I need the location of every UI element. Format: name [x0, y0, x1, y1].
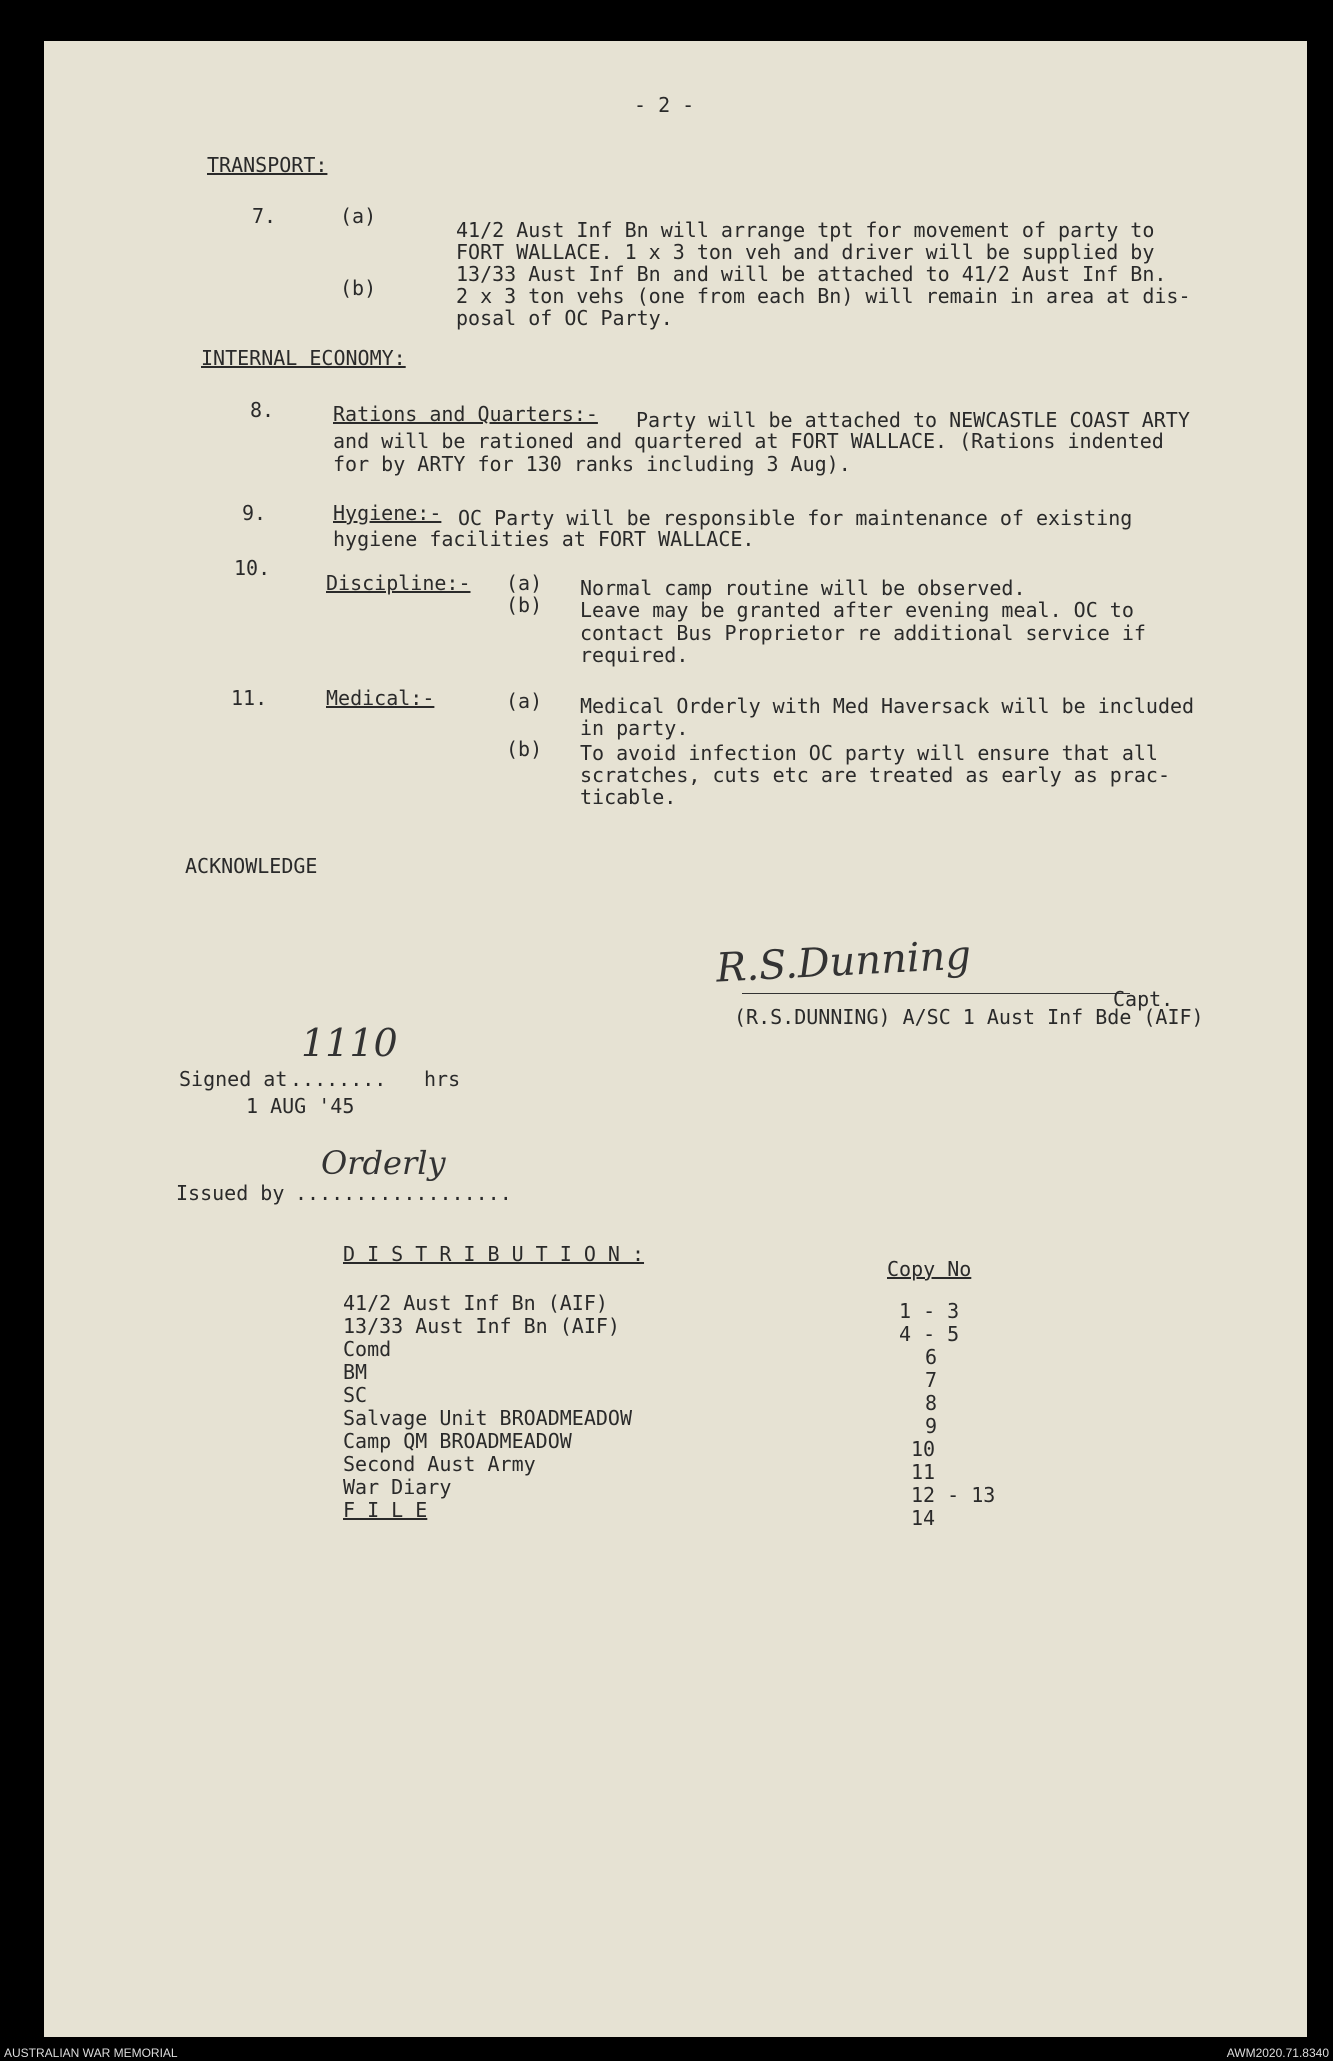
signed-time: 1110	[301, 1021, 398, 1065]
transport-heading: TRANSPORT:	[207, 153, 328, 177]
medical-b-line-1: To avoid infection OC party will ensure that all	[580, 741, 1158, 765]
page-number: - 2 -	[634, 93, 695, 117]
hygiene-label: Hygiene:-	[333, 501, 442, 525]
hygiene-line-2: hygiene facilities at FORT WALLACE.	[333, 527, 755, 551]
issued-by-label: Issued by	[176, 1181, 285, 1205]
para-7b-marker: (b)	[340, 276, 377, 300]
distribution-name: Comd	[343, 1337, 392, 1361]
signed-at-label: Signed at	[179, 1067, 288, 1091]
signed-hrs: hrs	[424, 1067, 461, 1091]
distribution-copy: 7	[925, 1368, 938, 1392]
distribution-name: 41/2 Aust Inf Bn (AIF)	[343, 1291, 608, 1315]
medical-label: Medical:-	[326, 686, 435, 710]
discipline-label: Discipline:-	[326, 571, 471, 595]
document-page	[44, 41, 1307, 2037]
discipline-b-line-3: required.	[580, 643, 689, 667]
para-7-line-1: 41/2 Aust Inf Bn will arrange tpt for movement of party to	[456, 218, 1155, 242]
handwritten-signature: R.S.Dunning	[714, 932, 973, 992]
para-8-number: 8.	[250, 398, 275, 422]
signature-rank: Capt.	[1113, 987, 1174, 1011]
issued-by-handwritten: Orderly	[321, 1144, 446, 1182]
distribution-copy: 10	[911, 1437, 936, 1461]
signed-date: 1 AUG '45	[246, 1094, 355, 1118]
signature-line	[742, 993, 1130, 994]
copy-no-header: Copy No	[887, 1257, 972, 1281]
rations-label: Rations and Quarters:-	[333, 402, 598, 426]
medical-a-line-1: Medical Orderly with Med Haversack will be included	[580, 694, 1195, 718]
para-7-number: 7.	[252, 204, 277, 228]
para-11-number: 11.	[231, 686, 268, 710]
distribution-copy: 11	[911, 1460, 936, 1484]
para-10-number: 10.	[234, 556, 271, 580]
rations-line-3: for by ARTY for 130 ranks including 3 Aug).	[333, 452, 851, 476]
para-7a-marker: (a)	[340, 204, 377, 228]
distribution-copy: 12 - 13	[911, 1483, 996, 1507]
distribution-name: 13/33 Aust Inf Bn (AIF)	[343, 1314, 620, 1338]
medical-b-marker: (b)	[506, 737, 543, 761]
footer-institution: AUSTRALIAN WAR MEMORIAL	[4, 2046, 178, 2060]
medical-b-line-3: ticable.	[580, 785, 677, 809]
discipline-a-marker: (a)	[506, 571, 543, 595]
distribution-copy: 4 - 5	[899, 1322, 960, 1346]
para-7-line-5: posal of OC Party.	[456, 306, 673, 330]
distribution-copy: 9	[925, 1414, 938, 1438]
distribution-name: Second Aust Army	[343, 1452, 536, 1476]
distribution-name: F I L E	[343, 1498, 428, 1522]
para-7-line-2: FORT WALLACE. 1 x 3 ton veh and driver will be supplied by	[456, 240, 1155, 264]
medical-a-marker: (a)	[506, 689, 543, 713]
acknowledge: ACKNOWLEDGE	[185, 854, 318, 878]
internal-economy-heading: INTERNAL ECONOMY:	[201, 346, 406, 370]
distribution-copy: 6	[925, 1345, 938, 1369]
medical-a-line-2: in party.	[580, 716, 689, 740]
distribution-name: SC	[343, 1383, 368, 1407]
rations-line-1: Party will be attached to NEWCASTLE COAST ARTY	[636, 408, 1190, 432]
distribution-copy: 1 - 3	[899, 1299, 960, 1323]
distribution-copy: 14	[911, 1506, 936, 1530]
signed-at-dots: ........	[290, 1067, 387, 1091]
para-9-number: 9.	[242, 501, 267, 525]
para-7-line-4: 2 x 3 ton vehs (one from each Bn) will remain in area at dis-	[456, 284, 1191, 308]
footer-catalogue-id: AWM2020.71.8340	[1226, 2046, 1329, 2060]
distribution-heading: D I S T R I B U T I O N :	[343, 1242, 645, 1266]
discipline-b-line-1: Leave may be granted after evening meal. OC to	[580, 598, 1134, 622]
medical-b-line-2: scratches, cuts etc are treated as early as prac-	[580, 763, 1171, 787]
rations-line-2: and will be rationed and quartered at FORT WALLACE. (Rations indented	[333, 429, 1164, 453]
para-7-line-3: 13/33 Aust Inf Bn and will be attached to 41/2 Aust Inf Bn.	[456, 262, 1167, 286]
issued-by-dots: ..................	[295, 1181, 512, 1205]
distribution-copy: 8	[925, 1391, 938, 1415]
distribution-name: BM	[343, 1360, 368, 1384]
signature-name: (R.S.DUNNING) A/SC 1 Aust Inf Bde (AIF)	[734, 1005, 1204, 1029]
discipline-b-line-2: contact Bus Proprietor re additional service if	[580, 621, 1146, 645]
distribution-name: Camp QM BROADMEADOW	[343, 1429, 572, 1453]
discipline-a-text: Normal camp routine will be observed.	[580, 576, 1026, 600]
distribution-name: Salvage Unit BROADMEADOW	[343, 1406, 632, 1430]
distribution-name: War Diary	[343, 1475, 452, 1499]
discipline-b-marker: (b)	[506, 593, 543, 617]
hygiene-line-1: OC Party will be responsible for maintenance of existing	[458, 506, 1133, 530]
